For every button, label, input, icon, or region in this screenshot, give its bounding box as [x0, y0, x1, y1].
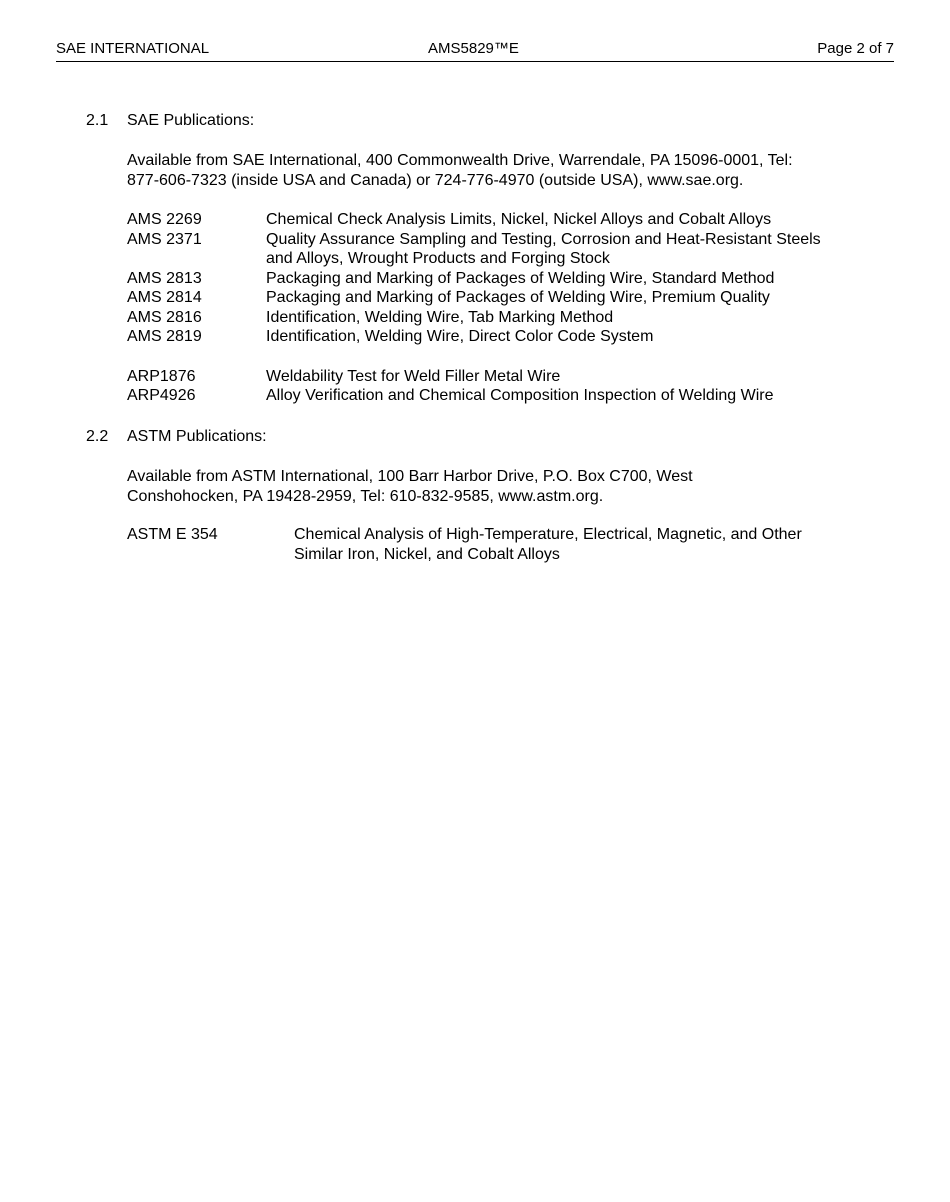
intro-line: Conshohocken, PA 19428-2959, Tel: 610-832-9585, www.astm.org.: [127, 487, 604, 505]
header-page-number: Page 2 of 7: [817, 40, 894, 57]
reference-title: Chemical Analysis of High-Temperature, Electrical, Magnetic, and Other Similar Iron, Nickel, and Cobalt Alloys: [294, 526, 802, 563]
spacer: [127, 347, 867, 367]
reference-row: [127, 367, 867, 387]
section-title: SAE Publications:: [127, 112, 255, 129]
reference-title: Packaging and Marking of Packages of Welding Wire, Premium Quality: [266, 289, 770, 306]
reference-row: [127, 269, 867, 289]
reference-row: [127, 308, 867, 328]
reference-id: ASTM E 354: [127, 526, 218, 543]
reference-row: [127, 386, 867, 406]
reference-list: [127, 525, 867, 564]
header-organization: SAE INTERNATIONAL: [56, 40, 210, 57]
reference-id: ARP4926: [127, 387, 196, 404]
reference-list: [127, 210, 867, 406]
reference-title: Weldability Test for Weld Filler Metal Wire: [266, 367, 561, 385]
reference-row: [127, 327, 867, 347]
reference-row: [127, 230, 867, 269]
reference-title: Chemical Check Analysis Limits, Nickel, Nickel Alloys and Cobalt Alloys: [266, 211, 772, 228]
reference-row: [127, 210, 867, 230]
reference-title: Quality Assurance Sampling and Testing, Corrosion and Heat-Resistant Steels and Alloys, Wrought Products and Forging Stock: [266, 230, 821, 267]
reference-title: Alloy Verification and Chemical Composition Inspection of Welding Wire: [266, 387, 774, 404]
reference-title: Packaging and Marking of Packages of Welding Wire, Standard Method: [266, 269, 775, 287]
section-intro: [127, 151, 857, 190]
section-title: ASTM Publications:: [127, 428, 267, 445]
header-document-number: AMS5829™E: [428, 40, 519, 57]
intro-line: Available from ASTM International, 100 Barr Harbor Drive, P.O. Box C700, West: [127, 468, 693, 485]
section-number: 2.2: [86, 428, 109, 445]
section-number: 2.1: [86, 112, 109, 129]
reference-title: Identification, Welding Wire, Direct Color Code System: [266, 328, 654, 345]
reference-id: AMS 2813: [127, 269, 202, 287]
intro-line: Available from SAE International, 400 Commonwealth Drive, Warrendale, PA 15096-0001, Tel:: [127, 152, 793, 169]
reference-id: AMS 2819: [127, 328, 202, 345]
section-intro: [127, 467, 857, 506]
reference-id: ARP1876: [127, 367, 196, 385]
reference-id: AMS 2269: [127, 211, 202, 228]
reference-id: AMS 2371: [127, 230, 202, 248]
reference-id: AMS 2814: [127, 289, 202, 306]
intro-line: 877-606-7323 (inside USA and Canada) or 724-776-4970 (outside USA), www.sae.org.: [127, 171, 744, 189]
reference-row: [127, 288, 867, 308]
reference-title: Identification, Welding Wire, Tab Marking Method: [266, 308, 614, 326]
reference-id: AMS 2816: [127, 308, 202, 326]
reference-row: [127, 525, 867, 564]
page-header: [56, 40, 894, 62]
